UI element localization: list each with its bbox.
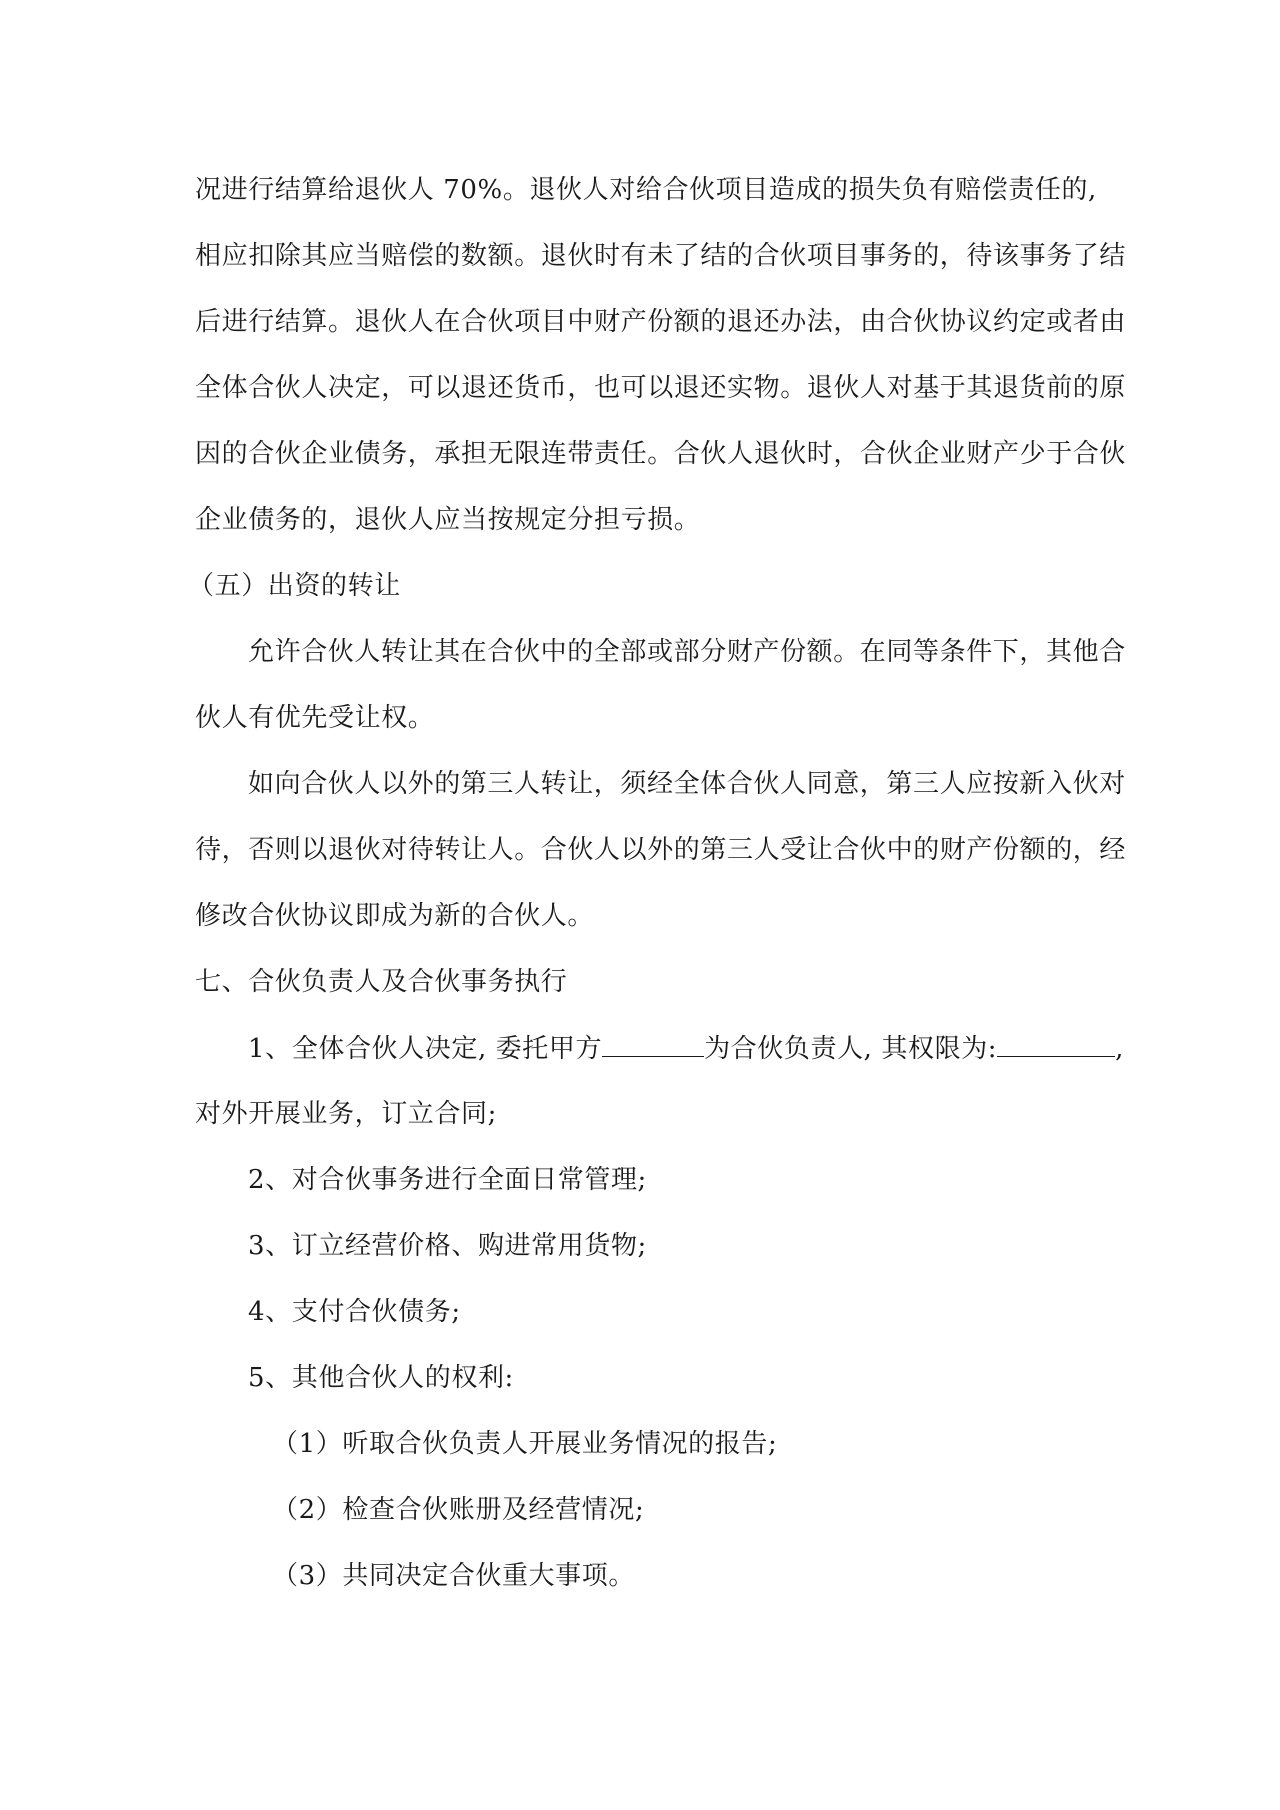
text-line: 企业债务的，退伙人应当按规定分担亏损。 — [195, 505, 701, 535]
item-1-text-a: 1、全体合伙人决定, 委托甲方 — [248, 1034, 603, 1064]
text-line: 修改合伙协议即成为新的合伙人。 — [195, 901, 595, 931]
blank-field-authority — [997, 1030, 1115, 1057]
text-line: 待，否则以退伙对待转让人。合伙人以外的第三人受让合伙中的财产份额的，经 — [195, 835, 1127, 865]
item-1-line — [248, 1030, 1148, 1067]
blank-field-principal — [602, 1030, 704, 1057]
section-heading-partnership-manager: 七、合伙负责人及合伙事务执行 — [195, 967, 568, 997]
text-line: 对外开展业务，订立合同; — [195, 1099, 497, 1129]
text-line: 况进行结算给退伙人 70%。退伙人对给合伙项目造成的损失负有赔偿责任的, — [195, 175, 1097, 205]
list-item: 2、对合伙事务进行全面日常管理; — [248, 1165, 647, 1195]
sub-list-item: （2）检查合伙账册及经营情况; — [272, 1495, 645, 1525]
sub-list-item: （1）听取合伙负责人开展业务情况的报告; — [272, 1429, 778, 1459]
list-item: 4、支付合伙债务; — [248, 1297, 461, 1327]
text-line: 允许合伙人转让其在合伙中的全部或部分财产份额。在同等条件下，其他合 — [248, 637, 1126, 667]
list-item: 5、其他合伙人的权利: — [248, 1363, 514, 1393]
text-line: 伙人有优先受让权。 — [195, 703, 435, 733]
item-1-text-c: , — [1115, 1034, 1125, 1064]
text-line: 后进行结算。退伙人在合伙项目中财产份额的退还办法，由合伙协议约定或者由 — [195, 307, 1127, 337]
text-line: 全体合伙人决定，可以退还货币，也可以退还实物。退伙人对基于其退货前的原 — [195, 373, 1127, 403]
item-1-text-b: 为合伙负责人, 其权限为: — [704, 1034, 998, 1064]
text-line: 因的合伙企业债务，承担无限连带责任。合伙人退伙时，合伙企业财产少于合伙 — [195, 439, 1127, 469]
text-line: 如向合伙人以外的第三人转让，须经全体合伙人同意，第三人应按新入伙对 — [248, 769, 1126, 799]
sub-list-item: （3）共同决定合伙重大事项。 — [272, 1561, 635, 1591]
text-line: 相应扣除其应当赔偿的数额。退伙时有未了结的合伙项目事务的，待该事务了结 — [195, 241, 1127, 271]
section-heading-capital-transfer: （五）出资的转让 — [188, 571, 401, 601]
list-item: 3、订立经营价格、购进常用货物; — [248, 1231, 647, 1261]
